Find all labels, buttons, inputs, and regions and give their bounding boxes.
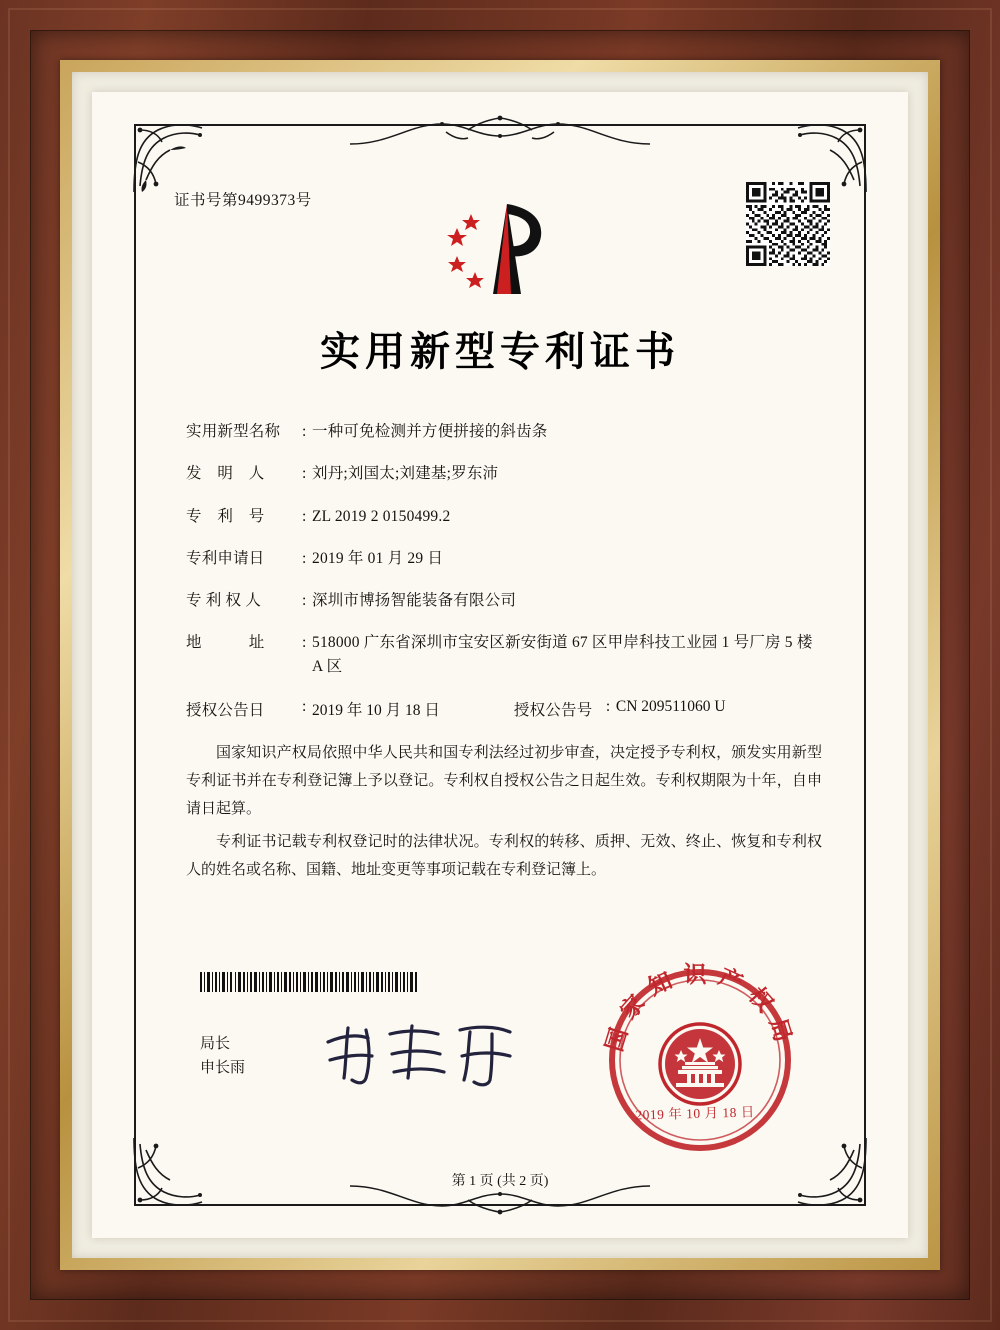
field-colon: : — [302, 634, 307, 652]
page-footer: 第 1 页 (共 2 页) — [451, 1174, 549, 1189]
field-colon: : — [302, 507, 307, 525]
certificate-content — [92, 92, 908, 1238]
legal-paragraph: 专利证书记载专利权登记时的法律状况。专利权的转移、质押、无效、终止、恢复和专利权人的姓名或名称、国籍、地址变更等事项记载在专利登记簿上。 — [186, 834, 822, 878]
field-value: ZL 2019 2 0150499.2 — [312, 507, 451, 525]
director-name-label: 申长雨 — [200, 1060, 246, 1076]
field-label: 发 明 人 — [186, 465, 265, 483]
seal-date: 2019 年 10 月 18 日 — [635, 1104, 755, 1123]
handwritten-signature — [320, 1020, 540, 1090]
grant-number-label: 授权公告号 — [513, 702, 593, 720]
patent-office-logo-icon — [435, 190, 565, 300]
field-colon: : — [302, 423, 307, 440]
field-label: 专利申请日 — [186, 549, 265, 567]
field-value: 刘丹;刘国太;刘建基;罗东沛 — [312, 465, 499, 483]
field-label: 地 址 — [186, 634, 265, 652]
field-row-address — [186, 631, 826, 679]
field-value: 深圳市博扬智能装备有限公司 — [312, 592, 517, 609]
field-row — [186, 505, 826, 528]
field-label: 实用新型名称 — [186, 423, 281, 440]
svg-text:国家知识产权局: 国家知识产权局 — [600, 961, 800, 1055]
field-label: 专 利 号 — [186, 507, 265, 525]
page-title: 实用新型专利证书 — [320, 328, 680, 375]
signature-block — [200, 1032, 245, 1080]
certificate-number: 证书号第9499373号 — [174, 192, 312, 209]
field-colon: : — [302, 592, 307, 609]
legal-paragraphs — [186, 740, 822, 891]
director-role-label: 局长 — [200, 1036, 231, 1052]
field-label: 专 利 权 人 — [186, 592, 262, 609]
grant-date-colon: : — [302, 698, 307, 716]
qr-code-icon — [746, 182, 830, 266]
field-value: 2019 年 01 月 29 日 — [312, 549, 444, 567]
grant-date-value: 2019 年 10 月 18 日 — [312, 702, 440, 720]
field-row — [186, 547, 826, 570]
field-colon: : — [302, 549, 307, 567]
legal-paragraph: 国家知识产权局依照中华人民共和国专利法经过初步审查，决定授予专利权，颁发实用新型专利证书并在专利登记簿上予以登记。专利权自授权公告之日起生效。专利权期限为十年，自申请日起算。 — [186, 745, 822, 817]
field-colon: : — [302, 465, 307, 483]
field-value: 一种可免检测并方便拼接的斜齿条 — [312, 423, 548, 440]
field-row — [186, 462, 826, 485]
field-row — [186, 420, 826, 443]
grant-date-label: 授权公告日 — [186, 702, 265, 720]
field-value: 518000 广东省深圳市宝安区新安街道 67 区甲岸科技工业园 1 号厂房 5 楼 A 区 — [312, 634, 813, 676]
grant-number-group — [514, 698, 726, 720]
grant-number-value: CN 209511060 U — [615, 698, 726, 716]
official-seal-icon — [592, 952, 808, 1168]
field-row — [186, 589, 826, 612]
barcode-icon — [200, 972, 418, 992]
certificate-paper — [92, 92, 908, 1238]
field-row-grant — [186, 698, 826, 720]
field-list — [186, 420, 826, 739]
grant-number-colon: : — [605, 698, 611, 716]
